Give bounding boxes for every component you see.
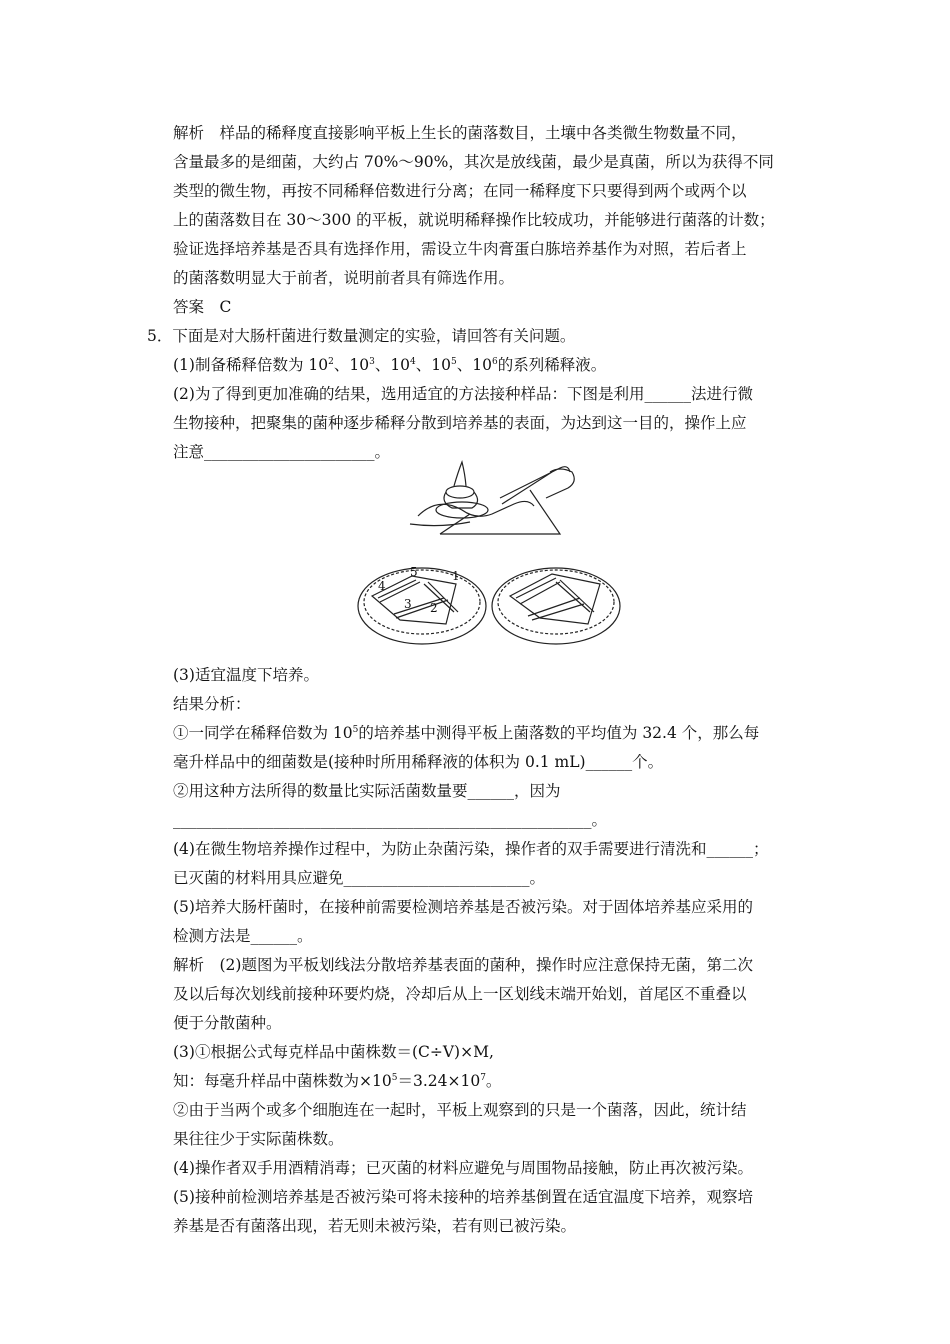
question-part-5: (5)培养大肠杆菌时，在接种前需要检测培养基是否被污染。对于固体培养基应采用的: [173, 898, 753, 916]
result-2: ______________________________________________________。: [173, 811, 608, 829]
analysis-line: 及以后每次划线前接种环要灼烧，冷却后从上一区划线末端开始划，首尾区不重叠以: [173, 985, 747, 1003]
analysis-line: 类型的微生物，再按不同稀释倍数进行分离；在同一稀释度下只要得到两个或两个以: [173, 182, 747, 200]
question-part-2: (2)为了得到更加准确的结果，选用适宜的方法接种样品：下图是利用______法进行微: [173, 385, 753, 403]
question-part-2: 注意______________________。: [173, 443, 391, 461]
result-2: ②用这种方法所得的数量比实际活菌数量要______，因为: [173, 782, 561, 800]
zone-label: 5: [410, 565, 418, 579]
analysis-line: (4)操作者双手用酒精消毒；已灭菌的材料应避免与周围物品接触，防止再次被污染。: [173, 1159, 753, 1177]
question-part-4: 已灭菌的材料用具应避免________________________。: [173, 869, 546, 887]
zone-label: 1: [452, 569, 460, 583]
question-part-2: 生物接种，把聚集的菌种逐步稀释分散到培养基的表面，为达到这一目的，操作上应: [173, 414, 747, 432]
question-part-1: (1)制备稀释倍数为 $10^2$、$10^3$、$10^4$、$10^5$、$10^6$的系列稀释液。: [173, 356, 607, 374]
analysis-line: 便于分散菌种。: [173, 1014, 282, 1032]
question-part-4: (4)在微生物培养操作过程中，为防止杂菌污染，操作者的双手需要进行清洗和______；: [173, 840, 769, 858]
zone-label: 2: [430, 601, 438, 615]
streak-plate-figure: [350, 458, 630, 658]
analysis-line: 解析 (2)题图为平板划线法分散培养基表面的菌种，操作时应注意保持无菌，第二次: [173, 956, 753, 974]
analysis-line: 上的菌落数目在 30～300 的平板，就说明稀释操作比较成功，并能够进行菌落的计数；: [173, 211, 775, 229]
analysis-line: 养基是否有菌落出现，若无则未被污染，若有则已被污染。: [173, 1217, 577, 1235]
analysis-line: 果往往少于实际菌株数。: [173, 1130, 344, 1148]
analysis-line: ②由于当两个或多个细胞连在一起时，平板上观察到的只是一个菌落，因此，统计结: [173, 1101, 747, 1119]
zone-label: 3: [404, 597, 412, 611]
answer-line: 答案 C: [173, 298, 232, 316]
zone-label: 4: [378, 579, 386, 593]
analysis-line: 含量最多的是细菌，大约占 70%～90%，其次是放线菌，最少是真菌，所以为获得不同: [173, 153, 774, 171]
analysis-line: 的菌落数明显大于前者，说明前者具有筛选作用。: [173, 269, 515, 287]
analysis-line: 验证选择培养基是否具有选择作用，需设立牛肉膏蛋白胨培养基作为对照，若后者上: [173, 240, 747, 258]
question-part-3: (3)适宜温度下培养。: [173, 666, 319, 684]
analysis-line: 知：每毫升样品中菌株数为$\times 10^5=3.24\times 10^7$。: [173, 1072, 502, 1090]
result-1: 毫升样品中的细菌数是(接种时所用稀释液的体积为 0.1 mL)______个。: [173, 753, 664, 771]
question-5-stem: 5．下面是对大肠杆菌进行数量测定的实验，请回答有关问题。: [147, 327, 576, 345]
analysis-line: (5)接种前检测培养基是否被污染可将未接种的培养基倒置在适宜温度下培养，观察培: [173, 1188, 753, 1206]
result-title: 结果分析：: [173, 695, 251, 713]
analysis-line: 解析 样品的稀释度直接影响平板上生长的菌落数目，土壤中各类微生物数量不同，: [173, 124, 747, 142]
analysis-line: (3)①根据公式每克样品中菌株数＝(C÷V)×M,: [173, 1043, 494, 1061]
question-part-5: 检测方法是______。: [173, 927, 313, 945]
result-1: ①一同学在稀释倍数为 $10^5$的培养基中测得平板上菌落数的平均值为 32.4 个，那么每: [173, 724, 760, 742]
